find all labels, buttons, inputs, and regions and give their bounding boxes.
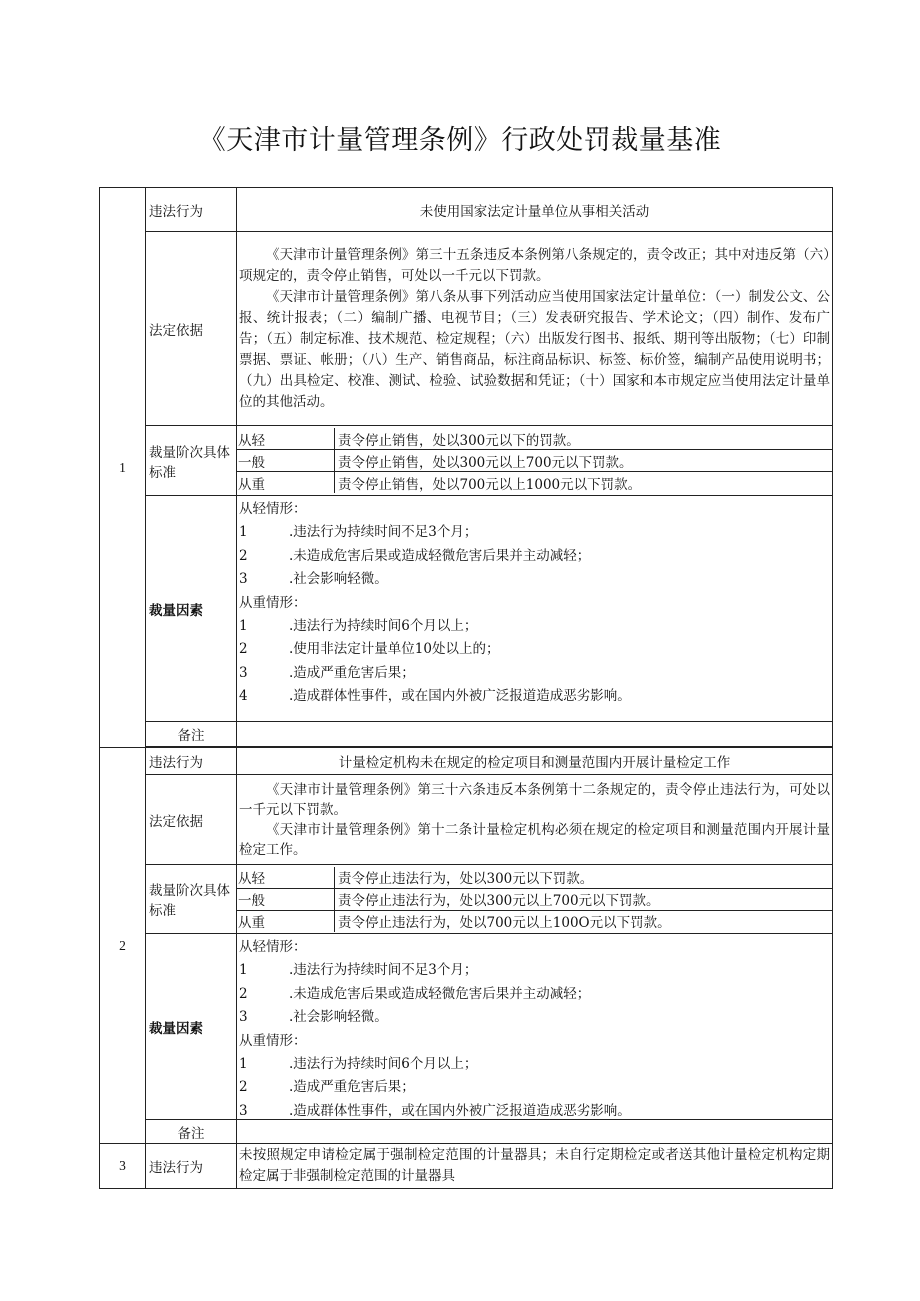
legal-basis-paragraph: 《天津市计量管理条例》第十二条计量检定机构必须在规定的检定项目和测量范围内开展计量检定工作。 — [239, 821, 830, 858]
severe-heading: 从重情形： — [239, 1032, 307, 1049]
list-item: 2 .未造成危害后果或造成轻微危害后果并主动减轻； — [239, 985, 591, 1002]
legal-basis-paragraph: 《天津市计量管理条例》第三十五条违反本条例第八条规定的，责令改正；其中对违反第（六）项规定的，责令停止销售，可处以一千元以下罚款。 — [239, 246, 830, 284]
list-item: 3 .社会影响轻微。 — [239, 571, 388, 587]
legal-basis-text — [237, 775, 833, 865]
factors-text — [237, 496, 833, 722]
list-item: 2 .造成严重危害后果； — [239, 1079, 415, 1095]
entry-number: 1 — [100, 188, 146, 748]
mild-heading: 从轻情形： — [239, 501, 307, 517]
table-row — [100, 1120, 833, 1144]
legal-basis-label: 法定依据 — [146, 775, 237, 865]
violation-text: 未按照规定申请检定属于强制检定范围的计量器具；未自行定期检定或者送其他计量检定机构定期检定属于非强制检定范围的计量器具 — [237, 1144, 833, 1189]
page-title: 《天津市计量管理条例》行政处罚裁量基准 — [198, 125, 722, 156]
violation-text: 计量检定机构未在规定的检定项目和测量范围内开展计量检定工作 — [237, 748, 833, 775]
tier-level: 从轻 — [237, 428, 335, 450]
list-item: 1 .违法行为持续时间不足3个月； — [239, 524, 478, 540]
table-row — [100, 232, 833, 426]
tier-cell — [237, 865, 833, 934]
severe-heading: 从重情形： — [239, 594, 307, 611]
tier-text: 责令停止违法行为，处以700元以上100O元以下罚款。 — [338, 915, 671, 931]
remarks-value — [237, 1120, 833, 1144]
tier-text: 责令停止违法行为，处以300元以下罚款。 — [335, 867, 833, 889]
tier-cell — [237, 426, 833, 496]
table-row — [100, 426, 833, 496]
legal-basis-text — [237, 232, 833, 426]
tier-table — [237, 428, 832, 493]
table-row — [100, 775, 833, 865]
tier-text: 责令停止违法行为，处以300元以上700元以下罚款。 — [335, 888, 833, 910]
table-row — [100, 934, 833, 1120]
violation-label: 违法行为 — [146, 1144, 237, 1189]
tier-level: 一般 — [237, 450, 335, 472]
table-row — [100, 1144, 833, 1189]
table-row — [100, 748, 833, 775]
remarks-value — [237, 722, 833, 747]
table-row — [100, 865, 833, 934]
list-item: 2 .使用非法定计量单位10处以上的； — [239, 641, 500, 657]
violation-label: 违法行为 — [146, 188, 237, 232]
table-row — [100, 188, 833, 232]
tier-level: 从重 — [237, 910, 335, 932]
legal-basis-paragraph: 《天津市计量管理条例》第八条从事下列活动应当使用国家法定计量单位：（一）制发公文、公报、统计报表；（二）编制广播、电视节目；（三）发表研究报告、学术论文；（四）制作、发布广告；（五）制定标准、技术规范、检定规程；（六）出版发行图书、报纸、期刊等出版物；（七）印制票据、票证、帐册；（八）生产、销售商品，标注商品标识、标签、标价签，编制产品使用说明书；（九）出具检定、校准、测试、检验、试验数据和凭证；（十）国家和本市规定应当使用法定计量单位的其他活动。 — [239, 288, 830, 410]
list-item: 1 .违法行为持续时间不足3个月； — [239, 962, 478, 978]
mild-heading: 从轻情形： — [239, 939, 307, 955]
entry-number: 2 — [100, 748, 146, 1144]
penalty-table — [99, 187, 833, 1189]
tier-level: 一般 — [237, 888, 335, 910]
violation-text: 未使用国家法定计量单位从事相关活动 — [237, 188, 833, 232]
tier-text: 责令停止销售，处以700元以上1000元以下罚款。 — [338, 476, 642, 493]
list-item: 3 .社会影响轻微。 — [239, 1009, 388, 1025]
remarks-label: 备注 — [146, 722, 237, 747]
factors-label: 裁量因素 — [146, 496, 237, 722]
list-item: 1 .违法行为持续时间6个月以上； — [239, 1055, 478, 1072]
list-item: 3 .造成严重危害后果； — [239, 664, 415, 681]
tier-table — [237, 867, 832, 932]
entry-number: 3 — [100, 1144, 146, 1189]
tier-standard-label: 裁量阶次具体标准 — [146, 865, 237, 934]
tier-text: 责令停止销售，处以300元以下的罚款。 — [335, 428, 833, 450]
table-row — [100, 496, 833, 722]
legal-basis-paragraph: 《天津市计量管理条例》第三十六条违反本条例第十二条规定的，责令停止违法行为，可处以一千元以下罚款。 — [239, 781, 830, 818]
violation-label: 违法行为 — [146, 748, 237, 775]
table-row — [100, 722, 833, 747]
list-item: 4 .造成群体性事件，或在国内外被广泛报道造成恶劣影响。 — [239, 688, 631, 704]
tier-level: 从轻 — [237, 867, 335, 889]
list-item: 2 .未造成危害后果或造成轻微危害后果并主动减轻； — [239, 547, 591, 564]
factors-text — [237, 934, 833, 1120]
list-item: 3 .造成群体性事件，或在国内外被广泛报道造成恶劣影响。 — [239, 1102, 631, 1119]
remarks-label: 备注 — [146, 1120, 237, 1144]
tier-level: 从重 — [237, 472, 335, 494]
factors-label: 裁量因素 — [146, 934, 237, 1120]
tier-text: 责令停止销售，处以300元以上700元以下罚款。 — [335, 450, 833, 472]
legal-basis-label: 法定依据 — [146, 232, 237, 426]
list-item: 1 .违法行为持续时间6个月以上； — [239, 617, 478, 634]
tier-standard-label: 裁量阶次具体标准 — [146, 426, 237, 496]
